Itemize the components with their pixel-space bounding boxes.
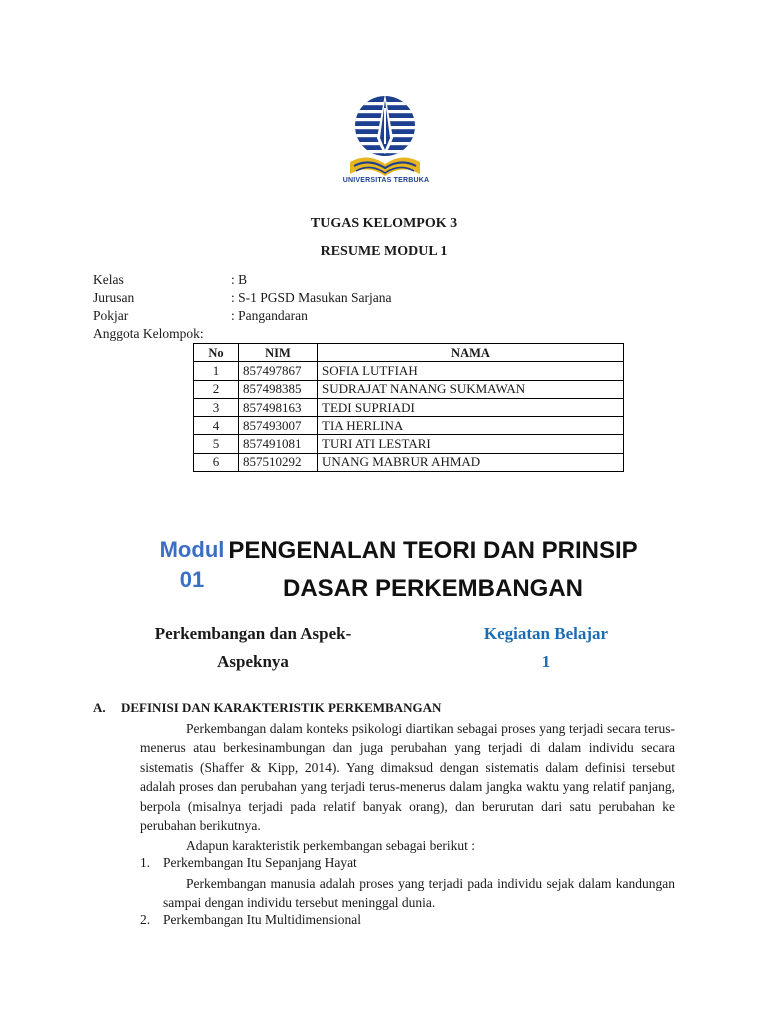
kegiatan-belajar-label: Kegiatan Belajar [483,624,609,643]
info-label: Jurusan [93,290,135,305]
table-row [194,398,624,416]
list-item [140,855,357,871]
list-item-title: Perkembangan Itu Sepanjang Hayat [163,855,357,870]
cell-no: 3 [194,398,239,416]
module-title-line1: PENGENALAN TEORI DAN PRINSIP [228,537,638,564]
section-heading-text: DEFINISI DAN KARAKTERISTIK PERKEMBANGAN [121,700,442,715]
table-header-row [194,344,624,362]
info-value: : B [231,272,248,287]
list-item [140,912,361,928]
topic-title-line1: Perkembangan dan Aspek- [154,624,352,643]
document-subtitle: RESUME MODUL 1 [320,244,448,259]
info-value: : S-1 PGSD Masukan Sarjana [231,290,392,305]
paragraph-text: Perkembangan dalam konteks psikologi diartikan sebagai proses yang terjadi secara terus-menerus atau berkesinambungan dan juga perubahan yang terjadi di dalam individu secara sistematis (Shaffer & Kipp, 2014). Yang dimaksud dengan sistematis dalam definisi tersebut adalah proses dan perubahan yang terjadi terus-menerus dalam jangka waktu yang relatif panjang, berpola (misalnya terjadi pada relatif banyak orang), dan berurutan dari satu perubahan ke perubahan berikutnya. [140,721,675,834]
info-value: : Pangandaran [231,308,308,323]
table-row [194,417,624,435]
list-item-number: 2. [140,912,151,927]
kegiatan-belajar [446,620,646,676]
cell-no: 2 [194,380,239,398]
members-table [193,343,624,472]
cell-no: 6 [194,453,239,471]
module-title [208,532,658,608]
section-letter: A. [93,700,106,715]
cell-nim: 857493007 [239,417,318,435]
modul-label: Modul [159,537,225,562]
list-item-paragraph [163,874,675,912]
cell-nim: 857498385 [239,380,318,398]
info-label: Anggota Kelompok: [93,326,204,341]
table-row [194,380,624,398]
cell-no: 4 [194,417,239,435]
document-title: TUGAS KELOMPOK 3 [310,216,458,231]
paragraph-text: Perkembangan manusia adalah proses yang terjadi pada individu sejak dalam kandungan sampai dengan individu tersebut meninggal dunia. [163,876,675,910]
table-row [194,453,624,471]
paragraph-text: Adapun karakteristik perkembangan sebagai berikut : [186,838,476,853]
info-label: Pokjar [93,308,129,323]
topic-title [118,620,388,676]
module-title-line2: DASAR PERKEMBANGAN [282,575,583,602]
cell-nama: TURI ATI LESTARI [318,435,624,453]
cell-nama: TIA HERLINA [318,417,624,435]
cell-nama: TEDI SUPRIADI [318,398,624,416]
paragraph-karakteristik [140,836,675,855]
cell-no: 1 [194,362,239,380]
kegiatan-belajar-number: 1 [541,652,551,671]
paragraph-definition [140,719,675,835]
list-item-number: 1. [140,855,151,870]
table-row [194,435,624,453]
modul-number-value: 01 [179,567,205,592]
cell-nama: SOFIA LUTFIAH [318,362,624,380]
cell-no: 5 [194,435,239,453]
cell-nim: 857497867 [239,362,318,380]
table-row [194,362,624,380]
topic-title-line2: Aspeknya [217,652,289,671]
cell-nama: UNANG MABRUR AHMAD [318,453,624,471]
cell-nama: SUDRAJAT NANANG SUKMAWAN [318,380,624,398]
column-header-nama: NAMA [318,344,624,362]
info-label: Kelas [93,272,124,287]
cell-nim: 857498163 [239,398,318,416]
logo-caption: UNIVERSITAS TERBUKA [342,177,430,184]
cell-nim: 857491081 [239,435,318,453]
column-header-no: No [194,344,239,362]
list-item-title: Perkembangan Itu Multidimensional [163,912,361,927]
column-header-nim: NIM [239,344,318,362]
cell-nim: 857510292 [239,453,318,471]
section-heading [93,700,441,716]
